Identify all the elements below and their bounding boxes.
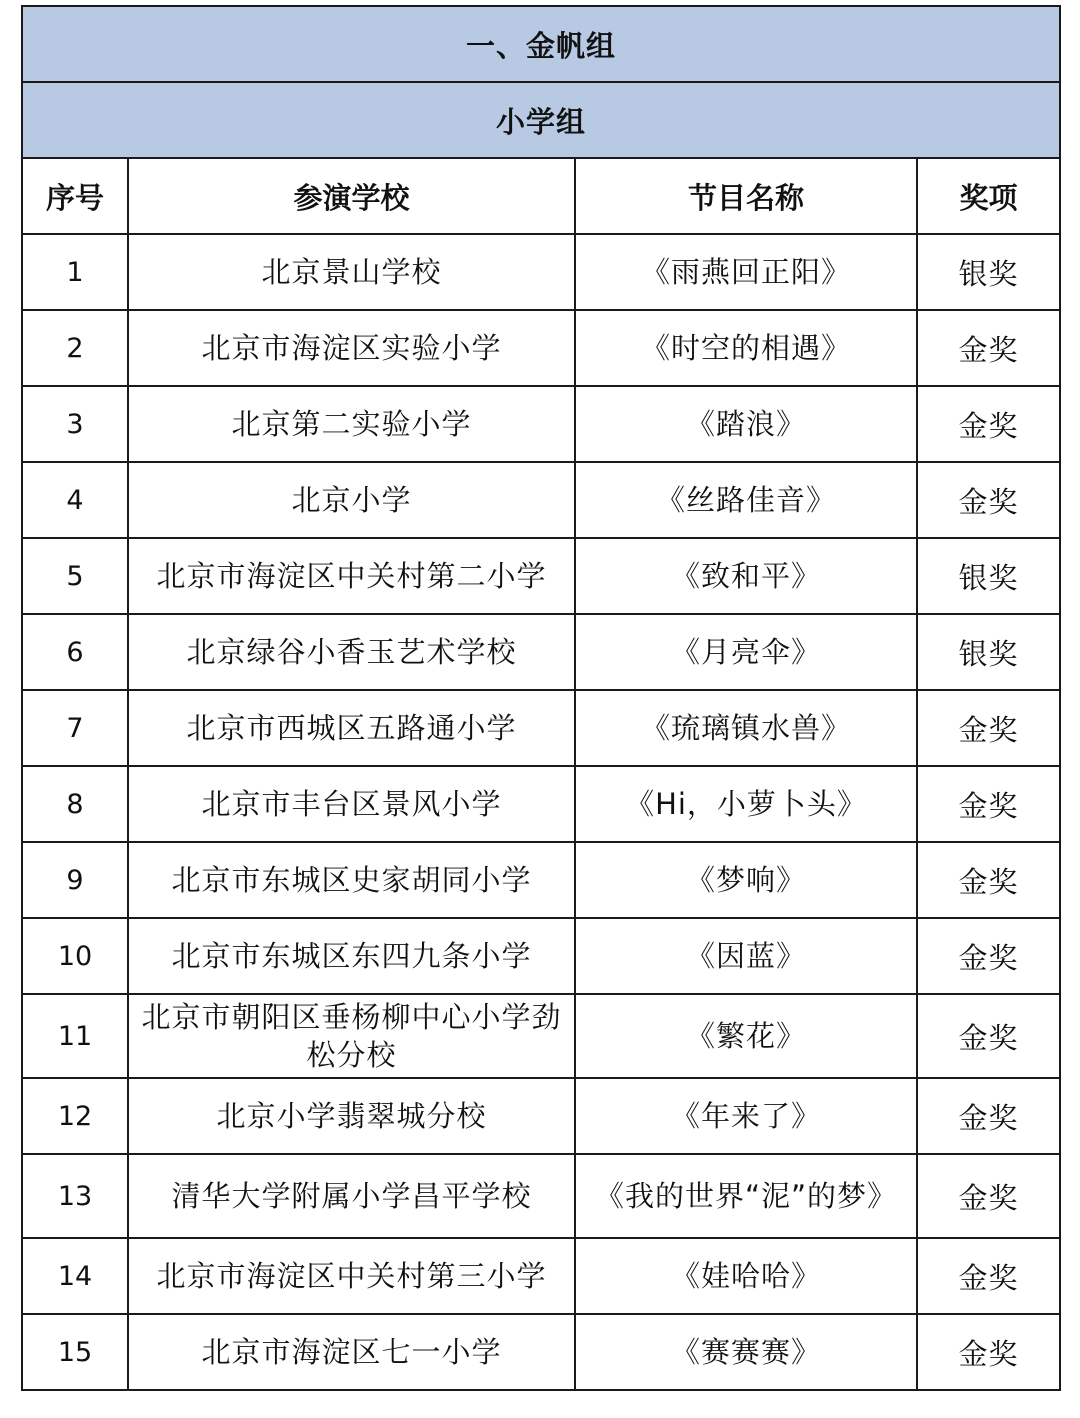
row-number: 3 (22, 386, 128, 462)
row-number: 9 (22, 842, 128, 918)
row-program: 《琉璃镇水兽》 (575, 690, 917, 766)
row-school: 北京市海淀区实验小学 (128, 310, 575, 386)
row-program: 《雨燕回正阳》 (575, 234, 917, 310)
table-row (22, 310, 1060, 386)
row-award: 金奖 (917, 1078, 1060, 1154)
row-number: 8 (22, 766, 128, 842)
subgroup-title-row (22, 82, 1060, 158)
row-number: 14 (22, 1238, 128, 1314)
row-award: 金奖 (917, 310, 1060, 386)
row-award: 金奖 (917, 1238, 1060, 1314)
table-row (22, 1154, 1060, 1238)
row-school: 北京市朝阳区垂杨柳中心小学劲松分校 (128, 994, 575, 1078)
row-program: 《时空的相遇》 (575, 310, 917, 386)
awards-sheet (21, 5, 1059, 1391)
row-award: 金奖 (917, 842, 1060, 918)
row-award: 金奖 (917, 1314, 1060, 1390)
group-title: 一、金帆组 (22, 6, 1060, 82)
column-header-award: 奖项 (917, 158, 1060, 234)
row-number: 5 (22, 538, 128, 614)
table-row (22, 1314, 1060, 1390)
row-award: 金奖 (917, 386, 1060, 462)
row-number: 15 (22, 1314, 128, 1390)
row-program: 《梦响》 (575, 842, 917, 918)
row-award: 金奖 (917, 918, 1060, 994)
column-header-program: 节目名称 (575, 158, 917, 234)
table-row (22, 1078, 1060, 1154)
row-school: 清华大学附属小学昌平学校 (128, 1154, 575, 1238)
row-school: 北京市海淀区七一小学 (128, 1314, 575, 1390)
row-number: 12 (22, 1078, 128, 1154)
row-award: 金奖 (917, 462, 1060, 538)
row-number: 13 (22, 1154, 128, 1238)
row-program: 《繁花》 (575, 994, 917, 1078)
row-school: 北京景山学校 (128, 234, 575, 310)
column-header-number: 序号 (22, 158, 128, 234)
row-award: 金奖 (917, 994, 1060, 1078)
table-row (22, 918, 1060, 994)
row-number: 10 (22, 918, 128, 994)
row-school: 北京小学 (128, 462, 575, 538)
row-number: 2 (22, 310, 128, 386)
row-school: 北京市丰台区景风小学 (128, 766, 575, 842)
row-number: 6 (22, 614, 128, 690)
row-program: 《丝路佳音》 (575, 462, 917, 538)
table-row (22, 994, 1060, 1078)
awards-table (21, 5, 1061, 1391)
row-award: 金奖 (917, 1154, 1060, 1238)
row-program: 《踏浪》 (575, 386, 917, 462)
row-program: 《我的世界“泥”的梦》 (575, 1154, 917, 1238)
row-school: 北京市海淀区中关村第二小学 (128, 538, 575, 614)
row-award: 金奖 (917, 766, 1060, 842)
table-row (22, 842, 1060, 918)
row-school: 北京市东城区史家胡同小学 (128, 842, 575, 918)
row-program: 《年来了》 (575, 1078, 917, 1154)
row-number: 4 (22, 462, 128, 538)
row-school: 北京第二实验小学 (128, 386, 575, 462)
row-award: 银奖 (917, 538, 1060, 614)
table-row (22, 538, 1060, 614)
subgroup-title: 小学组 (22, 82, 1060, 158)
column-header-school: 参演学校 (128, 158, 575, 234)
table-row (22, 690, 1060, 766)
table-row (22, 234, 1060, 310)
row-school: 北京市东城区东四九条小学 (128, 918, 575, 994)
row-award: 银奖 (917, 234, 1060, 310)
row-program: 《Hi，小萝卜头》 (575, 766, 917, 842)
column-header-row (22, 158, 1060, 234)
row-program: 《娃哈哈》 (575, 1238, 917, 1314)
table-row (22, 462, 1060, 538)
row-school: 北京市西城区五路通小学 (128, 690, 575, 766)
row-number: 11 (22, 994, 128, 1078)
table-row (22, 386, 1060, 462)
group-title-row (22, 6, 1060, 82)
table-row (22, 1238, 1060, 1314)
table-row (22, 614, 1060, 690)
row-program: 《因蓝》 (575, 918, 917, 994)
row-number: 1 (22, 234, 128, 310)
row-school: 北京小学翡翠城分校 (128, 1078, 575, 1154)
row-school: 北京绿谷小香玉艺术学校 (128, 614, 575, 690)
row-program: 《赛赛赛》 (575, 1314, 917, 1390)
row-number: 7 (22, 690, 128, 766)
row-program: 《月亮伞》 (575, 614, 917, 690)
table-row (22, 766, 1060, 842)
row-program: 《致和平》 (575, 538, 917, 614)
row-award: 金奖 (917, 690, 1060, 766)
row-award: 银奖 (917, 614, 1060, 690)
row-school: 北京市海淀区中关村第三小学 (128, 1238, 575, 1314)
